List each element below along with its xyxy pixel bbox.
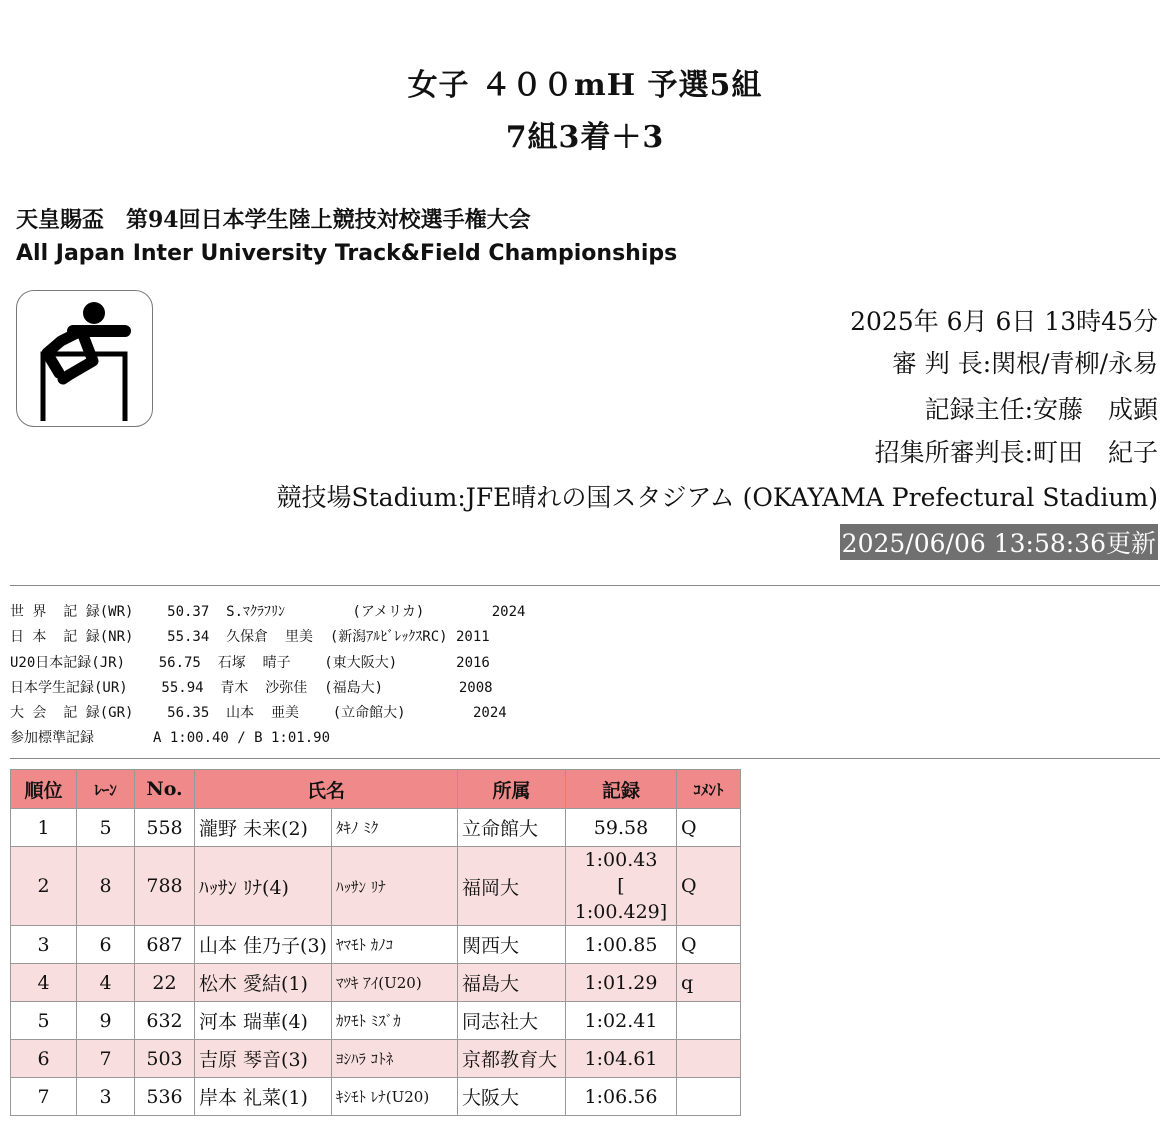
comment-cell: Q — [677, 926, 741, 964]
record-world: 世 界 記 録(WR) 50.37 S.ﾏｸﾗﾌﾘﾝ (アメリカ) 2024 — [10, 604, 526, 620]
table-row — [11, 1002, 741, 1040]
results-table — [10, 769, 741, 1116]
team-cell: 京都教育大 — [458, 1040, 566, 1078]
comment-cell — [677, 1040, 741, 1078]
comment-cell — [677, 1002, 741, 1040]
name-cell: 岸本 礼菜(1) — [195, 1078, 332, 1116]
kana-cell: ｶﾜﾓﾄ ﾐｽﾞｶ — [332, 1002, 458, 1040]
lane-cell: 8 — [77, 847, 135, 926]
kana-cell: ﾊｯｻﾝ ﾘﾅ — [332, 847, 458, 926]
name-cell: ﾊｯｻﾝ ﾘﾅ(4) — [195, 847, 332, 926]
table-row — [11, 926, 741, 964]
precise-time: [ 1:00.429] — [574, 875, 668, 923]
name-cell: 山本 佳乃子(3) — [195, 926, 332, 964]
lane-cell: 4 — [77, 964, 135, 1002]
comment-cell: Q — [677, 809, 741, 847]
time-cell: 1:02.41 — [566, 1002, 677, 1040]
time-cell — [566, 847, 677, 926]
name-cell: 河本 瑞華(4) — [195, 1002, 332, 1040]
record-u20: U20日本記録(JR) 56.75 石塚 晴子 (東大阪大) 2016 — [10, 654, 490, 671]
divider — [10, 585, 1160, 586]
col-number: No. — [135, 770, 195, 809]
table-row — [11, 1078, 741, 1116]
comment-cell: Q — [677, 847, 741, 926]
name-cell: 吉原 琴音(3) — [195, 1040, 332, 1078]
record-university: 日本学生記録(UR) 55.94 青木 沙弥佳 (福島大) 2008 — [10, 679, 493, 696]
number-cell: 22 — [135, 964, 195, 1002]
col-name: 氏名 — [195, 770, 458, 809]
kana-cell: ﾔﾏﾓﾄ ｶﾉｺ — [332, 926, 458, 964]
col-comment: ｺﾒﾝﾄ — [677, 770, 741, 809]
col-rank: 順位 — [11, 770, 77, 809]
chief-recorder: 記録主任:安藤 成顕 — [924, 395, 1158, 424]
rank-cell: 1 — [11, 809, 77, 847]
name-cell: 松木 愛結(1) — [195, 964, 332, 1002]
number-cell: 788 — [135, 847, 195, 926]
table-row — [11, 809, 741, 847]
time-cell: 1:04.61 — [566, 1040, 677, 1078]
col-team: 所属 — [458, 770, 566, 809]
time-cell: 59.58 — [566, 809, 677, 847]
number-cell: 503 — [135, 1040, 195, 1078]
col-lane: ﾚｰﾝ — [77, 770, 135, 809]
time-cell: 1:06.56 — [566, 1078, 677, 1116]
official-time: 1:00.43 — [584, 849, 658, 871]
updated-timestamp: 2025/06/06 13:58:36更新 — [840, 524, 1158, 560]
record-japan: 日 本 記 録(NR) 55.34 久保倉 里美 (新潟ｱﾙﾋﾞﾚｯｸｽRC) 2011 — [10, 629, 490, 646]
table-row — [11, 1040, 741, 1078]
lane-cell: 5 — [77, 809, 135, 847]
table-row — [11, 964, 741, 1002]
kana-cell: ﾀｷﾉ ﾐｸ — [332, 809, 458, 847]
event-title: 女子 ４００mH 予選5組 — [407, 68, 763, 103]
kana-cell: ﾏﾂｷ ｱｲ(U20) — [332, 964, 458, 1002]
qualification-rule: 7組3着＋3 — [505, 120, 665, 155]
record-games: 大 会 記 録(GR) 56.35 山本 亜美 (立命館大) 2024 — [10, 705, 507, 722]
number-cell: 558 — [135, 809, 195, 847]
meet-name-ja: 天皇賜盃 第94回日本学生陸上競技対校選手権大会 — [16, 207, 531, 233]
table-header-row — [11, 770, 741, 809]
team-cell: 関西大 — [458, 926, 566, 964]
number-cell: 536 — [135, 1078, 195, 1116]
stadium: 競技場Stadium:JFE晴れの国スタジアム (OKAYAMA Prefectural Stadium) — [276, 483, 1158, 512]
rank-cell: 6 — [11, 1040, 77, 1078]
kana-cell: ｷｼﾓﾄ ﾚﾅ(U20) — [332, 1078, 458, 1116]
meet-name-en: All Japan Inter University Track&Field Championships — [16, 241, 678, 266]
team-cell: 福島大 — [458, 964, 566, 1002]
number-cell: 687 — [135, 926, 195, 964]
table-row — [11, 847, 741, 926]
number-cell: 632 — [135, 1002, 195, 1040]
rank-cell: 7 — [11, 1078, 77, 1116]
event-datetime: 2025年 6月 6日 13時45分 — [850, 307, 1158, 336]
rank-cell: 3 — [11, 926, 77, 964]
lane-cell: 3 — [77, 1078, 135, 1116]
rank-cell: 5 — [11, 1002, 77, 1040]
kana-cell: ﾖｼﾊﾗ ｺﾄﾈ — [332, 1040, 458, 1078]
team-cell: 大阪大 — [458, 1078, 566, 1116]
comment-cell — [677, 1078, 741, 1116]
divider — [10, 758, 1160, 759]
records-list — [10, 600, 525, 752]
lane-cell: 9 — [77, 1002, 135, 1040]
rank-cell: 2 — [11, 847, 77, 926]
team-cell: 同志社大 — [458, 1002, 566, 1040]
name-cell: 瀧野 未来(2) — [195, 809, 332, 847]
lane-cell: 7 — [77, 1040, 135, 1078]
referee: 審 判 長:関根/青柳/永易 — [891, 349, 1158, 378]
lane-cell: 6 — [77, 926, 135, 964]
hurdles-pictogram-icon — [16, 290, 153, 427]
rank-cell: 4 — [11, 964, 77, 1002]
team-cell: 福岡大 — [458, 847, 566, 926]
entry-standard: 参加標準記録 A 1:00.40 / B 1:01.90 — [10, 730, 331, 747]
time-cell: 1:01.29 — [566, 964, 677, 1002]
col-time: 記録 — [566, 770, 677, 809]
comment-cell: q — [677, 964, 741, 1002]
time-cell: 1:00.85 — [566, 926, 677, 964]
team-cell: 立命館大 — [458, 809, 566, 847]
call-room-referee: 招集所審判長:町田 紀子 — [874, 438, 1158, 467]
